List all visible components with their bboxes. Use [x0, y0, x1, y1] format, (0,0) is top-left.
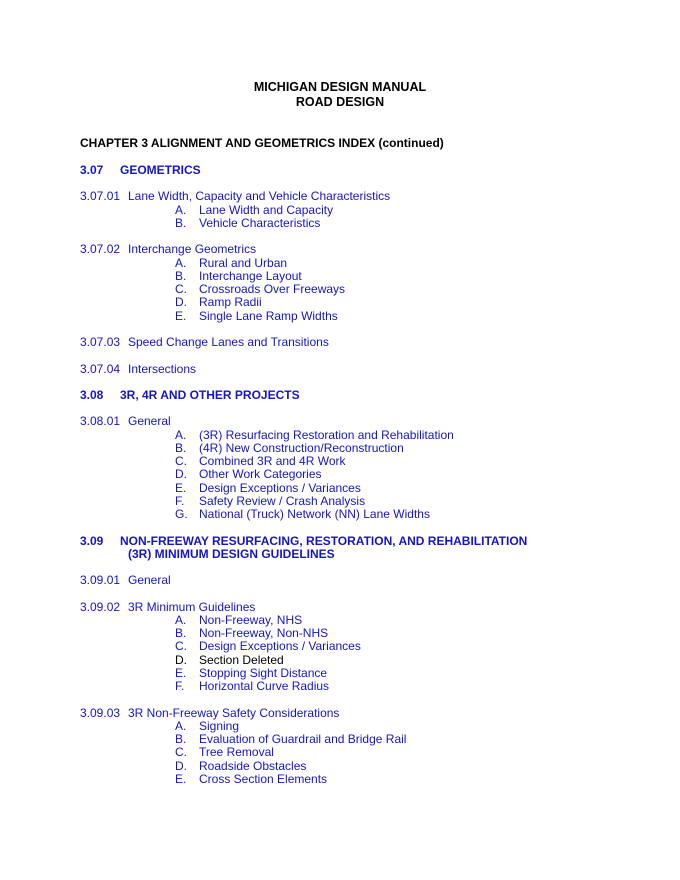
item-letter: C.	[175, 282, 187, 296]
subsection-3-09-01[interactable]	[80, 573, 171, 587]
index-item[interactable]	[175, 759, 306, 773]
item-title: (4R) New Construction/Reconstruction	[199, 441, 404, 455]
item-title: Section Deleted	[199, 653, 284, 667]
item-title: Vehicle Characteristics	[199, 216, 321, 230]
subsection-number: 3.07.02	[80, 242, 121, 256]
subsection-title: Interchange Geometrics	[128, 242, 257, 256]
subsection-3-07-01[interactable]	[80, 189, 390, 203]
subsection-number: 3.07.01	[80, 189, 121, 203]
item-letter: B.	[175, 216, 187, 230]
item-letter: E.	[175, 772, 187, 786]
index-item[interactable]	[175, 269, 302, 283]
index-item[interactable]	[175, 719, 239, 733]
index-item[interactable]	[175, 481, 361, 495]
index-item[interactable]	[175, 467, 322, 481]
subsection-number: 3.09.01	[80, 573, 121, 587]
index-item[interactable]	[175, 216, 320, 230]
index-item[interactable]	[175, 494, 365, 508]
item-letter: A.	[175, 613, 187, 627]
section-heading-3-08[interactable]	[80, 388, 300, 402]
index-item[interactable]	[175, 309, 338, 323]
item-letter: F.	[175, 679, 185, 693]
item-letter: E.	[175, 309, 187, 323]
index-item[interactable]	[175, 441, 404, 455]
subsection-number: 3.09.02	[80, 600, 121, 614]
index-item[interactable]	[175, 679, 329, 693]
item-letter: B.	[175, 269, 187, 283]
index-item[interactable]	[175, 256, 287, 270]
subsection-3-09-03[interactable]	[80, 706, 339, 720]
item-letter: B.	[175, 441, 187, 455]
index-item[interactable]	[175, 454, 346, 468]
item-title: Design Exceptions / Variances	[199, 639, 361, 653]
item-letter: A.	[175, 203, 187, 217]
subsection-number: 3.07.04	[80, 362, 121, 376]
item-letter: A.	[175, 256, 187, 270]
subsection-3-09-02[interactable]	[80, 600, 255, 614]
section-heading-3-07[interactable]	[80, 163, 201, 177]
item-title: Design Exceptions / Variances	[199, 481, 361, 495]
item-title: Cross Section Elements	[199, 772, 328, 786]
subsection-number: 3.09.03	[80, 706, 121, 720]
item-title: Single Lane Ramp Widths	[199, 309, 338, 323]
item-title: Interchange Layout	[199, 269, 302, 283]
item-title: Ramp Radii	[199, 295, 262, 309]
item-title: Rural and Urban	[199, 256, 288, 270]
section-number: 3.08	[80, 388, 104, 402]
item-title: Crossroads Over Freeways	[199, 282, 346, 296]
item-title: Non-Freeway, Non-NHS	[199, 626, 329, 640]
section-number: 3.09	[80, 534, 104, 548]
item-title: Non-Freeway, NHS	[199, 613, 303, 627]
subsection-number: 3.07.03	[80, 335, 121, 349]
index-item[interactable]	[175, 613, 302, 627]
item-title: Stopping Sight Distance	[199, 666, 328, 680]
item-title: Signing	[199, 719, 240, 733]
item-letter: E.	[175, 666, 187, 680]
index-item[interactable]	[175, 745, 274, 759]
section-title-continued[interactable]: (3R) MINIMUM DESIGN GUIDELINES	[128, 547, 335, 561]
section-title: GEOMETRICS	[120, 163, 201, 177]
item-title: Horizontal Curve Radius	[199, 679, 330, 693]
item-title: Safety Review / Crash Analysis	[199, 494, 366, 508]
subsection-3-07-02[interactable]	[80, 242, 256, 256]
item-title: Evaluation of Guardrail and Bridge Rail	[199, 732, 407, 746]
item-letter: D.	[175, 759, 187, 773]
item-letter: B.	[175, 626, 187, 640]
item-letter: C.	[175, 639, 187, 653]
index-item-deleted	[175, 653, 284, 667]
subsection-title: Intersections	[128, 362, 197, 376]
section-title: NON-FREEWAY RESURFACING, RESTORATION, AND REHABILITATION	[120, 534, 528, 548]
subsection-title: Speed Change Lanes and Transitions	[128, 335, 329, 349]
section-heading-3-09[interactable]	[80, 534, 527, 548]
subsection-3-08-01[interactable]	[80, 414, 171, 428]
section-number: 3.07	[80, 163, 104, 177]
subsection-title: 3R Minimum Guidelines	[128, 600, 256, 614]
index-item[interactable]	[175, 732, 406, 746]
index-item[interactable]	[175, 282, 345, 296]
item-title: Other Work Categories	[199, 467, 322, 481]
item-title: Tree Removal	[199, 745, 274, 759]
subsection-title: General	[128, 573, 171, 587]
subsection-title: Lane Width, Capacity and Vehicle Characteristics	[128, 189, 391, 203]
item-title: Lane Width and Capacity	[199, 203, 334, 217]
item-title: (3R) Resurfacing Restoration and Rehabilitation	[199, 428, 454, 442]
index-item[interactable]	[175, 639, 361, 653]
subsection-3-07-04[interactable]	[80, 362, 196, 376]
index-item[interactable]	[175, 428, 454, 442]
item-letter: D.	[175, 467, 187, 481]
section-title: 3R, 4R AND OTHER PROJECTS	[120, 388, 300, 402]
item-letter: F.	[175, 494, 185, 508]
manual-subtitle: ROAD DESIGN	[295, 95, 385, 109]
index-item[interactable]	[175, 295, 262, 309]
subsection-title: General	[128, 414, 171, 428]
item-letter: C.	[175, 745, 187, 759]
subsection-3-07-03[interactable]	[80, 335, 329, 349]
manual-title: MICHIGAN DESIGN MANUAL	[253, 80, 427, 94]
item-letter: A.	[175, 428, 187, 442]
chapter-title: CHAPTER 3 ALIGNMENT AND GEOMETRICS INDEX (continued)	[80, 136, 444, 150]
index-item[interactable]	[175, 507, 430, 521]
item-letter: B.	[175, 732, 187, 746]
item-letter: C.	[175, 454, 187, 468]
index-item[interactable]	[175, 666, 327, 680]
item-title: National (Truck) Network (NN) Lane Widths	[199, 507, 430, 521]
item-title: Roadside Obstacles	[199, 759, 307, 773]
subsection-title: 3R Non-Freeway Safety Considerations	[128, 706, 340, 720]
index-item[interactable]	[175, 203, 333, 217]
subsection-number: 3.08.01	[80, 414, 121, 428]
item-letter: E.	[175, 481, 187, 495]
item-letter: D.	[175, 653, 187, 667]
item-letter: G.	[175, 507, 188, 521]
index-item[interactable]	[175, 772, 327, 786]
item-letter: D.	[175, 295, 187, 309]
item-title: Combined 3R and 4R Work	[199, 454, 346, 468]
item-letter: A.	[175, 719, 187, 733]
index-item[interactable]	[175, 626, 328, 640]
